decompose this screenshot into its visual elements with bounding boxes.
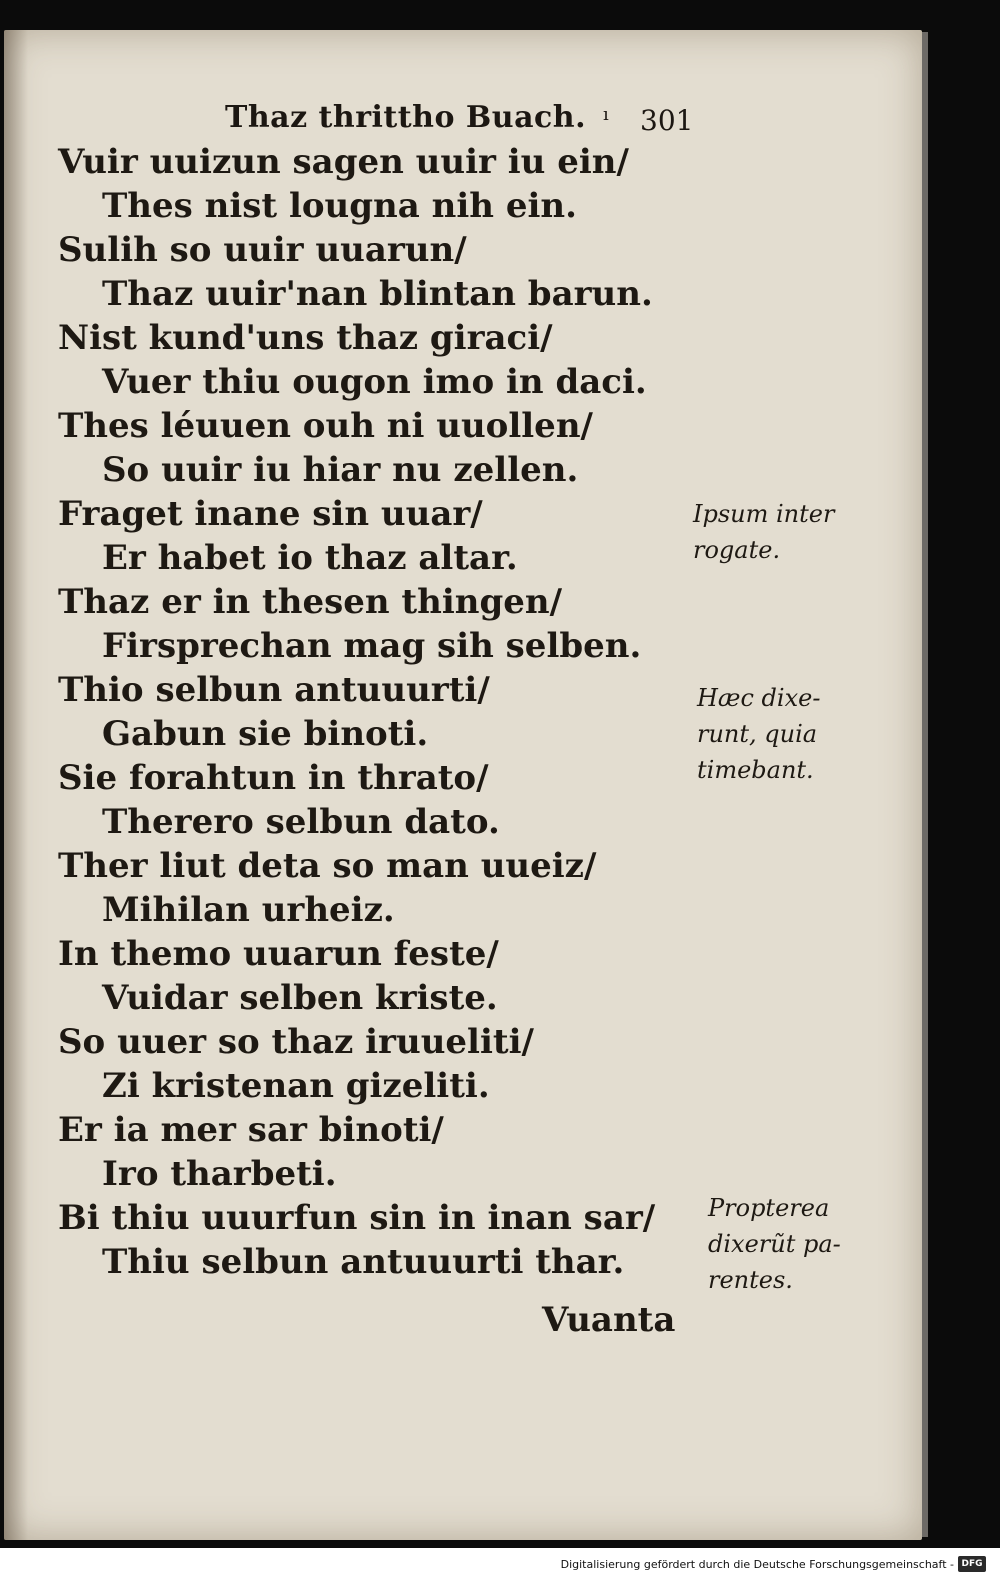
- ink-speck: ı: [603, 104, 609, 125]
- gloss-line: rentes.: [708, 1266, 793, 1294]
- verse-line: Thaz er in thesen thingen/: [58, 582, 563, 622]
- verse-line: Fraget inane sin uuar/: [58, 494, 483, 534]
- verse-line: Ther liut deta so man uueiz/: [58, 846, 597, 886]
- verse-line: Thiu selbun antuuurti thar.: [102, 1242, 625, 1282]
- page-gutter-shadow: [4, 30, 28, 1540]
- verse-line: So uuer so thaz iruueliti/: [58, 1022, 534, 1062]
- margin-gloss-3: [708, 1190, 841, 1298]
- gloss-line: Propterea: [708, 1194, 830, 1222]
- verse-line: Thaz uuir'nan blintan barun.: [102, 274, 653, 314]
- verse-line: So uuir iu hiar nu zellen.: [102, 450, 579, 490]
- verse-line: Thio selbun antuuurti/: [58, 670, 490, 710]
- footer-bar: [0, 1548, 1000, 1582]
- verse-line: Nist kund'uns thaz giraci/: [58, 318, 553, 358]
- verse-line: Vuer thiu ougon imo in daci.: [102, 362, 647, 402]
- verse-line: Thes léuuen ouh ni uuollen/: [58, 406, 593, 446]
- verse-line: Gabun sie binoti.: [102, 714, 429, 754]
- verse-line: Er ia mer sar binoti/: [58, 1110, 444, 1150]
- verse-line: Vuidar selben kriste.: [102, 978, 498, 1018]
- verse-line: Er habet io thaz altar.: [102, 538, 518, 578]
- gloss-line: timebant.: [697, 756, 814, 784]
- gloss-line: Ipsum inter: [693, 500, 835, 528]
- gloss-line: runt, quia: [697, 720, 818, 748]
- margin-gloss-2: [697, 680, 820, 788]
- verse-line: Firsprechan mag sih selben.: [102, 626, 642, 666]
- verse-line: Bi thiu uuurfun sin in inan sar/: [58, 1198, 656, 1238]
- verse-line: In themo uuarun feste/: [58, 934, 499, 974]
- verse-line: Mihilan urheiz.: [102, 890, 395, 930]
- page-edge: [922, 32, 928, 1537]
- verse-line: Vuir uuizun sagen uuir iu ein/: [58, 142, 629, 182]
- folio-number: 301: [640, 104, 694, 137]
- running-title: Thaz thrittho Buach.: [225, 100, 587, 135]
- gloss-line: Hæc dixe-: [697, 684, 821, 712]
- verse-line: Thes nist lougna nih ein.: [102, 186, 577, 226]
- funding-credit: Digitalisierung gefördert durch die Deutsche Forschungsgemeinschaft -: [560, 1558, 954, 1571]
- verse-line: Sulih so uuir uuarun/: [58, 230, 467, 270]
- margin-gloss-1: [693, 496, 834, 568]
- verse-line: Sie forahtun in thrato/: [58, 758, 489, 798]
- catchword: Vuanta: [542, 1300, 676, 1340]
- verse-text-block: [58, 140, 718, 1284]
- gloss-line: rogate.: [693, 536, 781, 564]
- verse-line: Therero selbun dato.: [102, 802, 500, 842]
- dfg-logo-icon: DFG: [958, 1556, 986, 1572]
- verse-line: Zi kristenan gizeliti.: [102, 1066, 490, 1106]
- verse-line: Iro tharbeti.: [102, 1154, 337, 1194]
- gloss-line: dixerũt pa-: [708, 1230, 841, 1258]
